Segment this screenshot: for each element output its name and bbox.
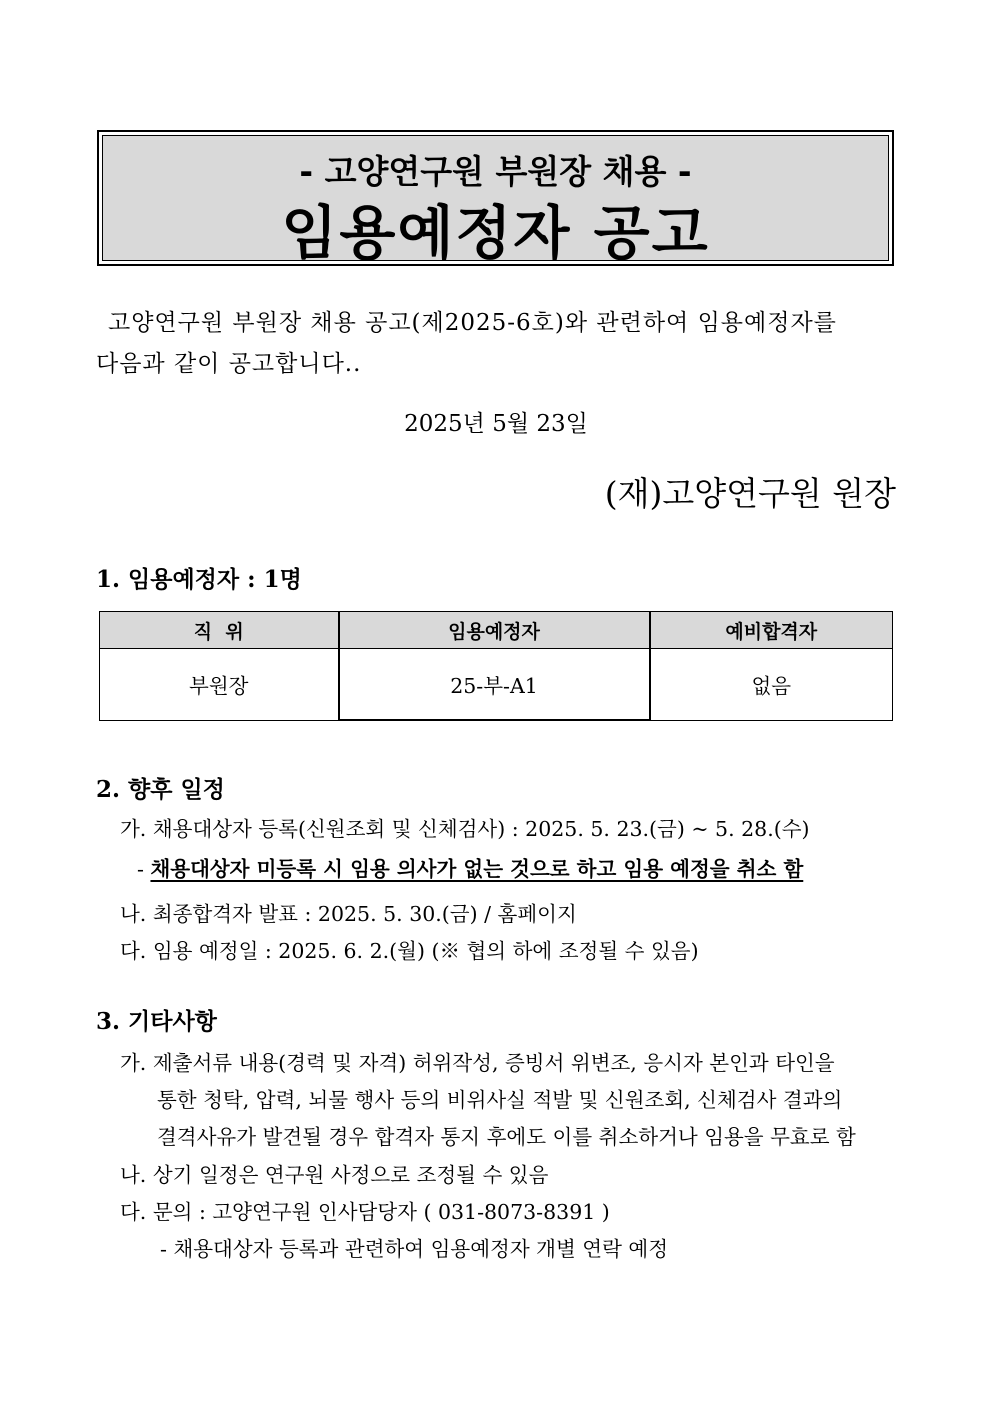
- schedule-item-da: 다. 임용 예정일 : 2025. 6. 2.(월) (※ 협의 하에 조정될 수 있음): [120, 939, 699, 963]
- intro-line-1: 고양연구원 부원장 채용 공고(제2025-6호)와 관련하여 임용예정자를: [108, 310, 837, 336]
- cell-appointee: 25-부-A1: [339, 649, 650, 721]
- title-box: [97, 130, 894, 266]
- misc-item-da-note: - 채용대상자 등록과 관련하여 임용예정자 개별 연락 예정: [160, 1237, 669, 1261]
- page-title: 임용예정자 공고: [281, 199, 710, 267]
- appointee-table: [99, 611, 893, 721]
- header-reserve: 예비합격자: [650, 612, 893, 649]
- table-header-row: [100, 612, 893, 649]
- header-position: 직 위: [100, 612, 339, 649]
- misc-item-na: 나. 상기 일정은 연구원 사정으로 조정될 수 있음: [120, 1163, 549, 1187]
- schedule-item-na: 나. 최종합격자 발표 : 2025. 5. 30.(금) / 홈페이지: [120, 902, 577, 926]
- schedule-item-ga: 가. 채용대상자 등록(신원조회 및 신체검사) : 2025. 5. 23.(금) ~ 5. 28.(수): [120, 817, 810, 841]
- header-appointee: 임용예정자: [339, 612, 650, 649]
- intro-line-2: 다음과 같이 공고합니다..: [96, 351, 362, 377]
- section-2-heading: 2. 향후 일정: [96, 776, 225, 803]
- section-1-heading: 1. 임용예정자 : 1명: [96, 566, 302, 593]
- schedule-note: [137, 852, 803, 882]
- misc-item-da: 다. 문의 : 고양연구원 인사담당자 ( 031-8073-8391 ): [120, 1200, 610, 1224]
- misc-item-ga-line-2: 통한 청탁, 압력, 뇌물 행사 등의 비위사실 적발 및 신원조회, 신체검사 결과의: [157, 1088, 843, 1112]
- misc-item-ga-line-1: 가. 제출서류 내용(경력 및 자격) 허위작성, 증빙서 위변조, 응시자 본인과 타인을: [120, 1051, 835, 1075]
- section-3-heading: 3. 기타사항: [96, 1008, 217, 1035]
- cell-reserve: 없음: [650, 649, 893, 721]
- notice-date: 2025년 5월 23일: [404, 411, 588, 437]
- misc-item-ga-line-3: 결격사유가 발견될 경우 합격자 통지 후에도 이를 취소하거나 임용을 무효로 함: [157, 1125, 856, 1149]
- schedule-note-prefix: -: [137, 857, 144, 881]
- schedule-note-text: 채용대상자 미등록 시 임용 의사가 없는 것으로 하고 임용 예정을 취소 함: [150, 857, 804, 881]
- table-row: [100, 649, 893, 721]
- title-inner: [102, 135, 889, 267]
- title-subtitle: - 고양연구원 부원장 채용 -: [299, 152, 692, 191]
- signer: (재)고양연구원 원장: [604, 474, 896, 513]
- cell-position: 부원장: [100, 649, 339, 721]
